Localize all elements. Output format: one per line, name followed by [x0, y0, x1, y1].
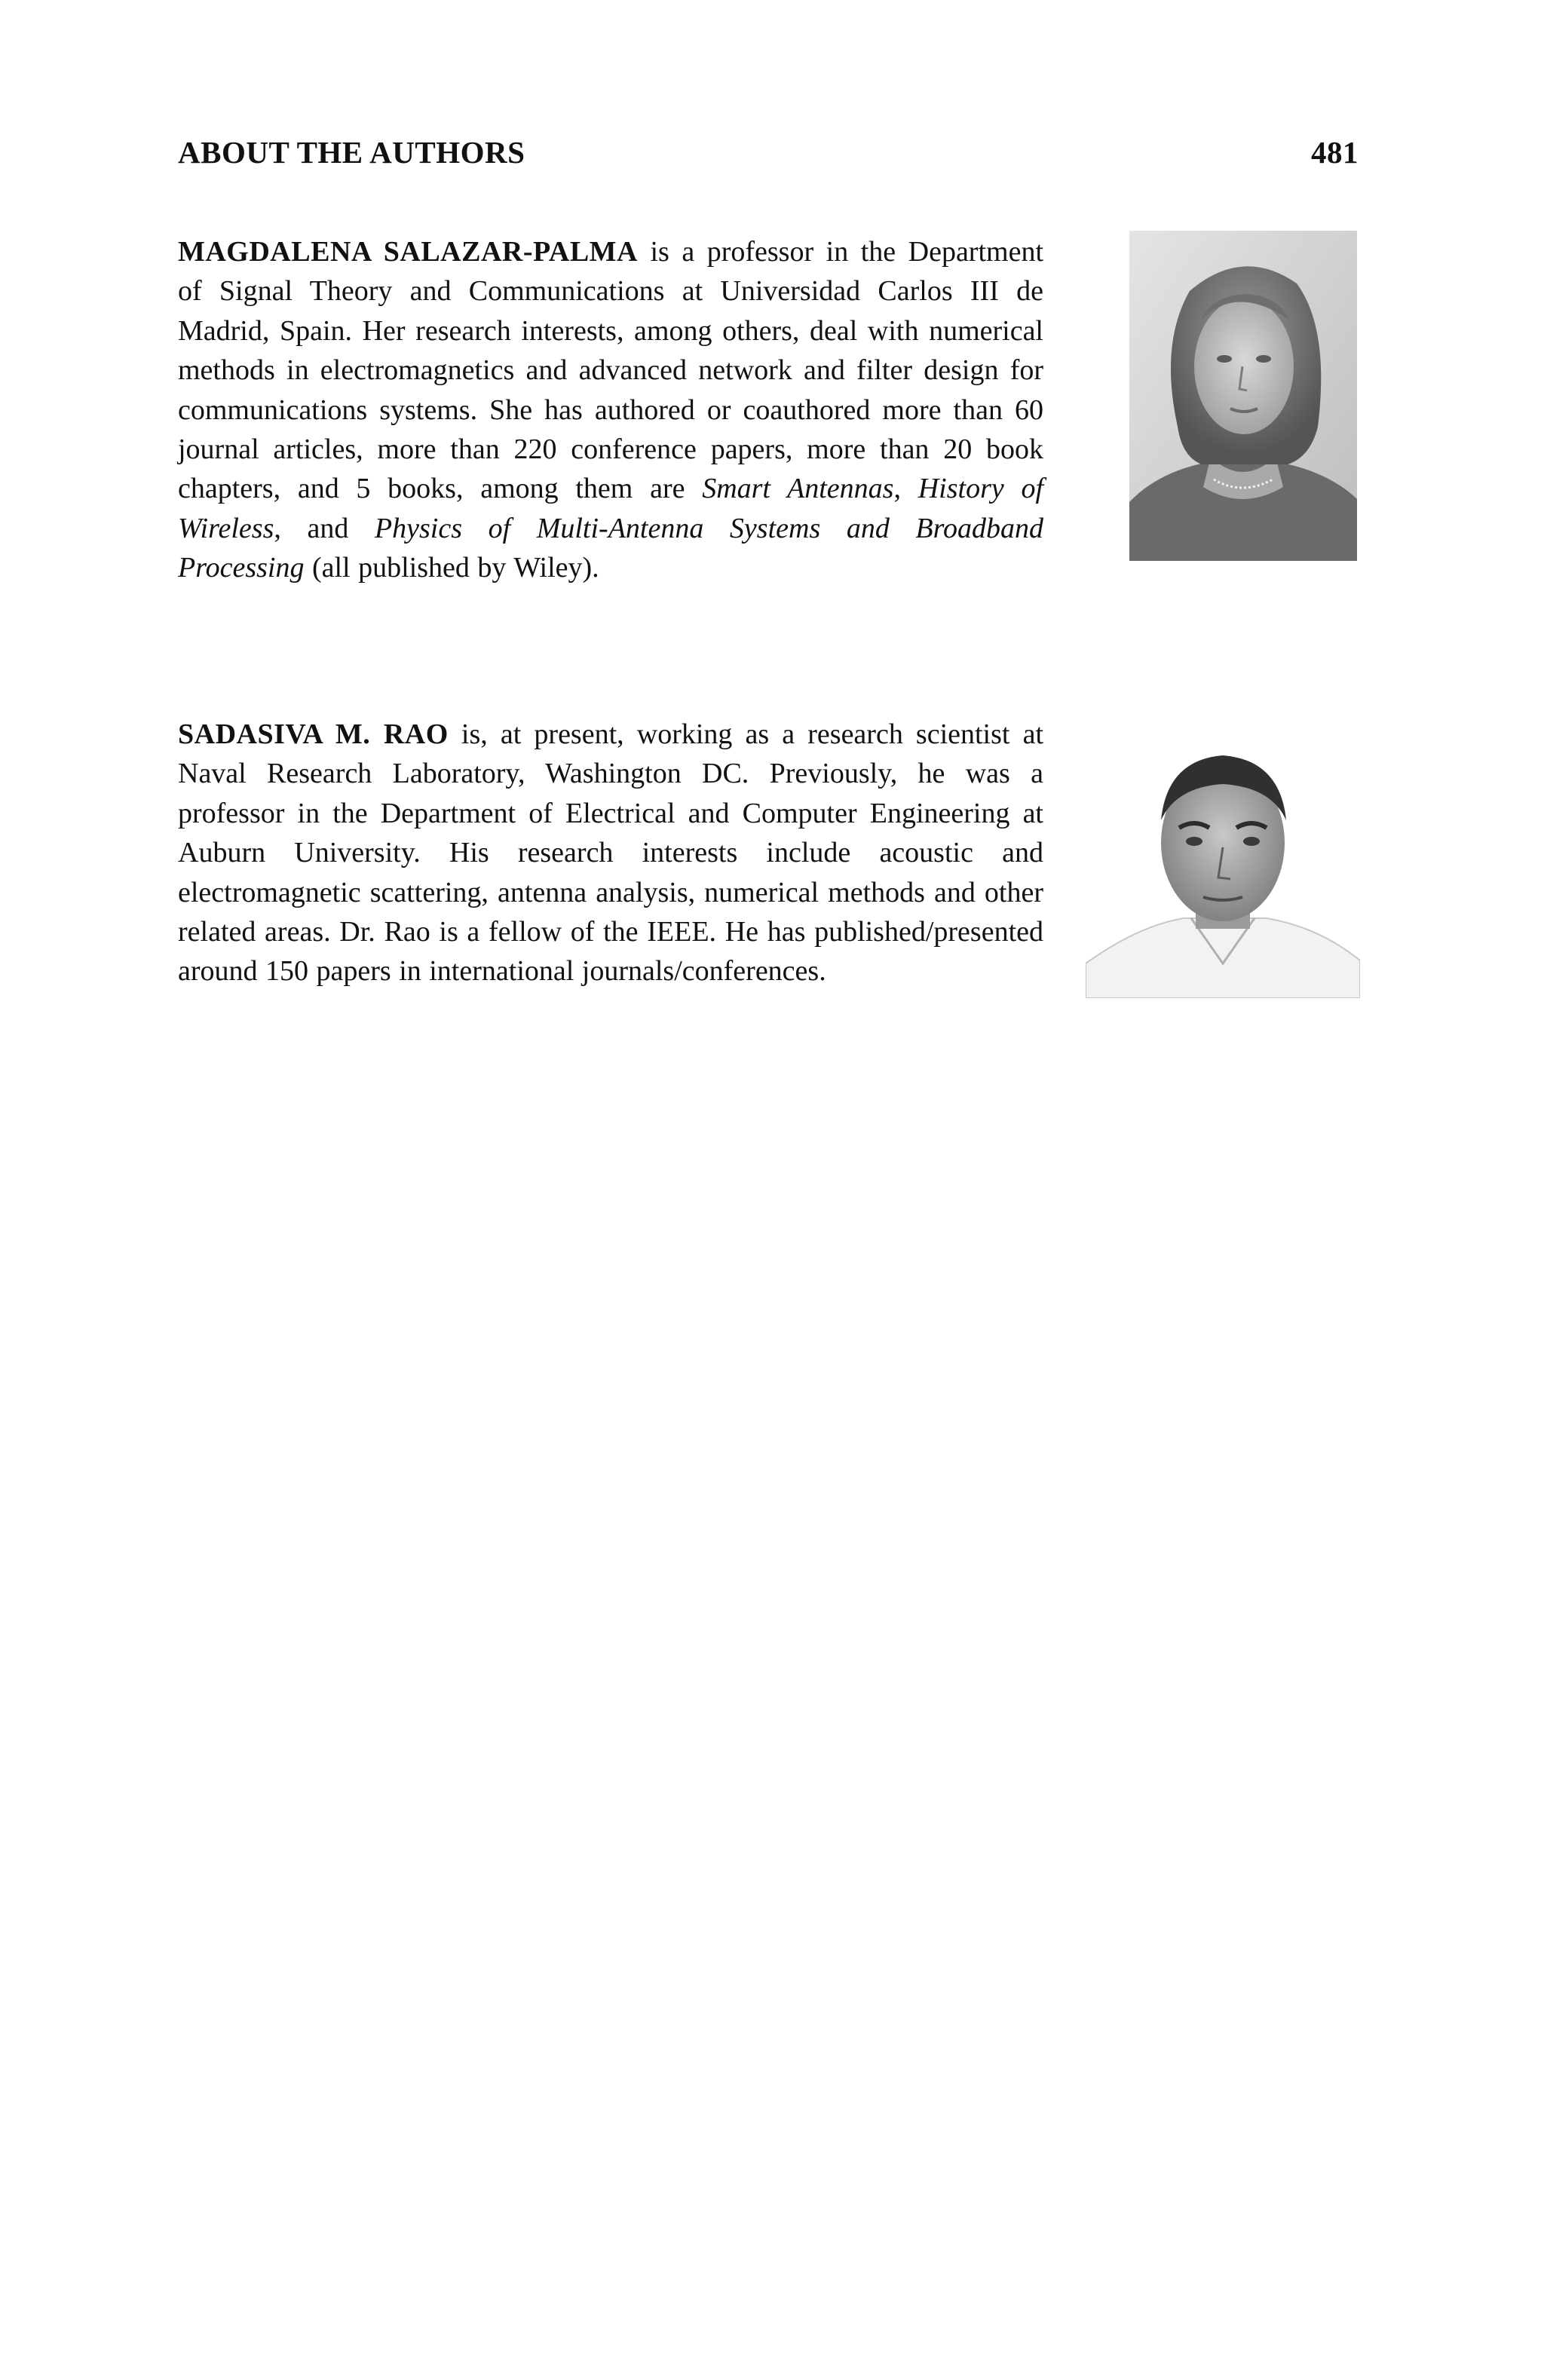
running-head	[178, 134, 1359, 179]
bio-text: is, at present, working as a research scientist at Naval Research Laboratory, Washington DC. Previously, he was a professor in the Department of Electrical and Computer Engineering at Auburn University. His research interests include acoustic and electromagnetic scattering, antenna analysis, numerical methods and other related areas. Dr. Rao is a fellow of the IEEE. He has published/presented around 150 papers in international journals/conferences.	[178, 718, 1043, 988]
book-title: Physics of Multi-Antenna Systems and Broadband Processing	[178, 512, 1043, 584]
bio-text: , and	[274, 512, 375, 544]
bio-text: (all published by Wiley).	[304, 552, 599, 584]
page-number: 481	[1311, 135, 1359, 170]
author-photo-salazar-palma	[1129, 231, 1357, 561]
author-photo-rao	[1086, 737, 1360, 998]
section-title: ABOUT THE AUTHORS	[178, 135, 525, 170]
book-title: History of Wireless	[178, 473, 1044, 544]
author-name: MAGDALENA SALAZAR-PALMA	[178, 236, 638, 268]
book-title: Smart Antennas	[702, 473, 894, 505]
author-bio-salazar-palma	[178, 232, 1043, 588]
author-name: SADASIVA M. RAO	[178, 718, 449, 750]
bio-text: ,	[893, 473, 918, 505]
bio-text: is a professor in the Department of Signal Theory and Communications at Universidad Carlos III de Madrid, Spain. Her research interests, among others, deal with numerical methods in electromagnetics and advanced network and filter design for communications systems. She has authored or coauthored more than 60 journal articles, more than 220 conference papers, more than 20 book chapters, and 5 books, among them are	[178, 236, 1044, 505]
author-bio-rao	[178, 715, 1043, 991]
